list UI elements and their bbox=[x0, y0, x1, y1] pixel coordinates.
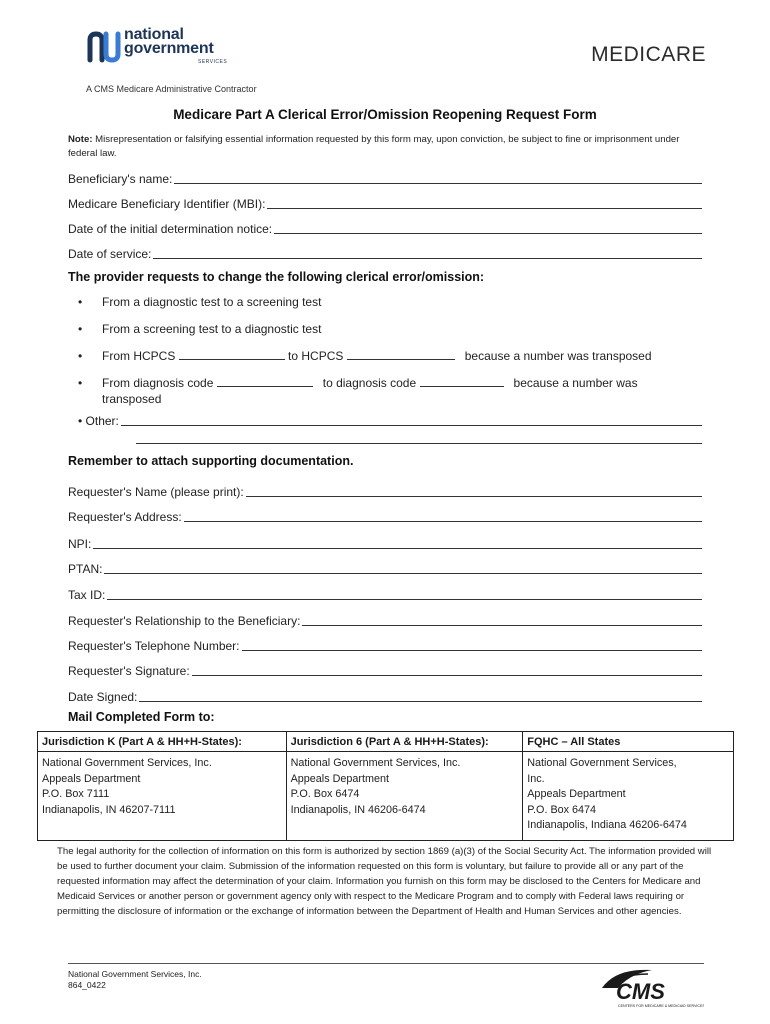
fqhc-header: FQHC – All States bbox=[523, 732, 734, 752]
fill-line[interactable] bbox=[184, 521, 702, 522]
fill-line[interactable] bbox=[192, 675, 702, 676]
field-label: Date of service: bbox=[68, 247, 152, 261]
footer-form-number: 864_0422 bbox=[68, 980, 106, 990]
field-label: PTAN: bbox=[68, 562, 103, 576]
address-line: P.O. Box 6474 bbox=[290, 788, 360, 800]
note-text: Misrepresentation or falsifying essential information requested by this form may, upon conviction, be subject to fine or imprisonment under federal law. bbox=[68, 134, 680, 159]
fill-line[interactable] bbox=[139, 701, 702, 702]
requester-address-field[interactable] bbox=[68, 508, 702, 524]
field-label: Requester's Signature: bbox=[68, 664, 190, 678]
footer-divider bbox=[68, 963, 704, 964]
from-dx-label: From diagnosis code bbox=[102, 376, 214, 390]
table-row bbox=[38, 752, 734, 841]
address-line: Appeals Department bbox=[527, 788, 626, 800]
fill-line[interactable] bbox=[93, 548, 702, 549]
table-header-row bbox=[38, 732, 734, 752]
cms-logo-icon bbox=[596, 966, 704, 1010]
requester-name-field[interactable] bbox=[68, 483, 702, 499]
fqhc-address bbox=[523, 752, 734, 841]
field-label: Tax ID: bbox=[68, 588, 106, 602]
to-hcpcs-line[interactable] bbox=[347, 350, 455, 360]
fill-line[interactable] bbox=[302, 625, 702, 626]
fill-line[interactable] bbox=[242, 650, 702, 651]
date-of-service-field[interactable] bbox=[68, 245, 702, 261]
form-title: Medicare Part A Clerical Error/Omission Reopening Request Form bbox=[173, 107, 597, 122]
logo-text-national: national bbox=[124, 26, 184, 43]
address-line: National Government Services, Inc. bbox=[42, 757, 212, 769]
relationship-field[interactable] bbox=[68, 612, 702, 628]
field-label: Beneficiary's name: bbox=[68, 172, 173, 186]
to-dx-label: to diagnosis code bbox=[322, 376, 417, 390]
npi-field[interactable] bbox=[68, 535, 702, 551]
field-label: Date of the initial determination notice: bbox=[68, 222, 273, 236]
option-label: From a screening test to a diagnostic test bbox=[102, 322, 322, 336]
fill-line[interactable] bbox=[121, 425, 702, 426]
mailing-address-table bbox=[37, 731, 734, 841]
jurisdiction-6-address bbox=[286, 752, 523, 841]
ptan-field[interactable] bbox=[68, 560, 702, 576]
logo-text-services: SERVICES bbox=[198, 59, 228, 65]
change-request-heading: The provider requests to change the following clerical error/omission: bbox=[68, 270, 485, 284]
determination-date-field[interactable] bbox=[68, 220, 702, 236]
legal-authority-text: The legal authority for the collection of information on this form is authorized by section 1869 (a)(3) of the Social Security Act. The information provided will be used to further document your claim. Submission of the information requested on this form is voluntary, but failure to provide all or any part of the requested information may affect the determination of your claim. Information you furnish on this form may be disclosed to the Centers for Medicare and Medicaid Services or another person or government agency only with respect to the Medicare Program and to comply with Federal laws requiring or permitting the disclosure of information or the exchange of information between the Department of Health and Human Services and other agencies. bbox=[57, 846, 712, 918]
fill-line[interactable] bbox=[274, 233, 702, 234]
address-line: Indianapolis, Indiana 46206-6474 bbox=[527, 819, 687, 831]
dx-reason-cont: transposed bbox=[102, 392, 162, 406]
field-label: Requester's Relationship to the Beneficiary: bbox=[68, 614, 301, 628]
cms-logo bbox=[596, 966, 704, 1010]
fill-line[interactable] bbox=[153, 258, 702, 259]
to-hcpcs-label: to HCPCS bbox=[288, 349, 344, 363]
address-line: P.O. Box 6474 bbox=[527, 803, 597, 816]
fill-line[interactable] bbox=[267, 208, 702, 209]
address-line: Appeals Department bbox=[290, 772, 390, 785]
contractor-tagline: A CMS Medicare Administrative Contractor bbox=[86, 84, 257, 94]
beneficiary-name-field[interactable] bbox=[68, 170, 702, 186]
address-line: Indianapolis, IN 46206-6474 bbox=[290, 803, 426, 816]
hcpcs-reason: because a number was transposed bbox=[464, 349, 652, 363]
to-dx-line[interactable] bbox=[420, 377, 504, 387]
address-line: National Government Services, bbox=[527, 757, 677, 769]
other-field[interactable] bbox=[78, 412, 702, 428]
cms-logo-text: CMS bbox=[616, 979, 665, 1004]
field-label: Requester's Telephone Number: bbox=[68, 639, 240, 653]
field-label: Requester's Name (please print): bbox=[68, 485, 244, 499]
field-label: Requester's Address: bbox=[68, 510, 182, 524]
field-label: Date Signed: bbox=[68, 690, 138, 704]
attach-docs-heading: Remember to attach supporting documentation. bbox=[68, 454, 354, 468]
mbi-field[interactable] bbox=[68, 195, 702, 211]
ngs-logo bbox=[86, 28, 236, 72]
fill-line[interactable] bbox=[107, 599, 702, 600]
date-signed-field[interactable] bbox=[68, 688, 702, 704]
address-line: P.O. Box 7111 bbox=[42, 788, 110, 800]
dx-reason: because a number was bbox=[513, 376, 638, 390]
bullet-icon: • bbox=[78, 349, 83, 363]
other-label: • Other: bbox=[78, 414, 119, 428]
field-label: Medicare Beneficiary Identifier (MBI): bbox=[68, 197, 266, 211]
note-label: Note: bbox=[68, 134, 93, 145]
jurisdiction-k-address bbox=[38, 752, 287, 841]
address-line: Inc. bbox=[527, 772, 545, 785]
fill-line[interactable] bbox=[174, 183, 702, 184]
legal-note bbox=[68, 133, 708, 161]
fill-line[interactable] bbox=[246, 496, 702, 497]
address-line: National Government Services, Inc. bbox=[290, 757, 461, 769]
bullet-icon: • bbox=[78, 295, 83, 309]
address-line: Appeals Department bbox=[42, 772, 141, 785]
fill-line[interactable] bbox=[104, 573, 702, 574]
field-label: NPI: bbox=[68, 537, 92, 551]
from-hcpcs-label: From HCPCS bbox=[102, 349, 176, 363]
bullet-icon: • bbox=[78, 376, 83, 390]
bullet-icon: • bbox=[78, 322, 83, 336]
from-dx-line[interactable] bbox=[217, 377, 313, 387]
footer-info bbox=[68, 969, 202, 991]
telephone-field[interactable] bbox=[68, 637, 702, 653]
cms-logo-subtext: CENTERS FOR MEDICARE & MEDICAID SERVICES bbox=[618, 1004, 704, 1008]
jurisdiction-k-header: Jurisdiction K (Part A & HH+H-States): bbox=[38, 732, 287, 752]
address-line: Indianapolis, IN 46207-7111 bbox=[42, 803, 176, 816]
option-label: From a diagnostic test to a screening test bbox=[102, 295, 322, 309]
from-hcpcs-line[interactable] bbox=[179, 350, 285, 360]
footer-org: National Government Services, Inc. bbox=[68, 969, 202, 979]
other-fill-line-2[interactable] bbox=[136, 443, 702, 444]
program-title: MEDICARE bbox=[591, 43, 706, 66]
mail-to-heading: Mail Completed Form to: bbox=[68, 710, 215, 724]
jurisdiction-6-header: Jurisdiction 6 (Part A & HH+H-States): bbox=[286, 732, 523, 752]
logo-text-government: government bbox=[124, 40, 214, 57]
ngs-logo-mark-icon bbox=[86, 30, 122, 64]
tax-id-field[interactable] bbox=[68, 586, 702, 602]
signature-field[interactable] bbox=[68, 662, 702, 678]
